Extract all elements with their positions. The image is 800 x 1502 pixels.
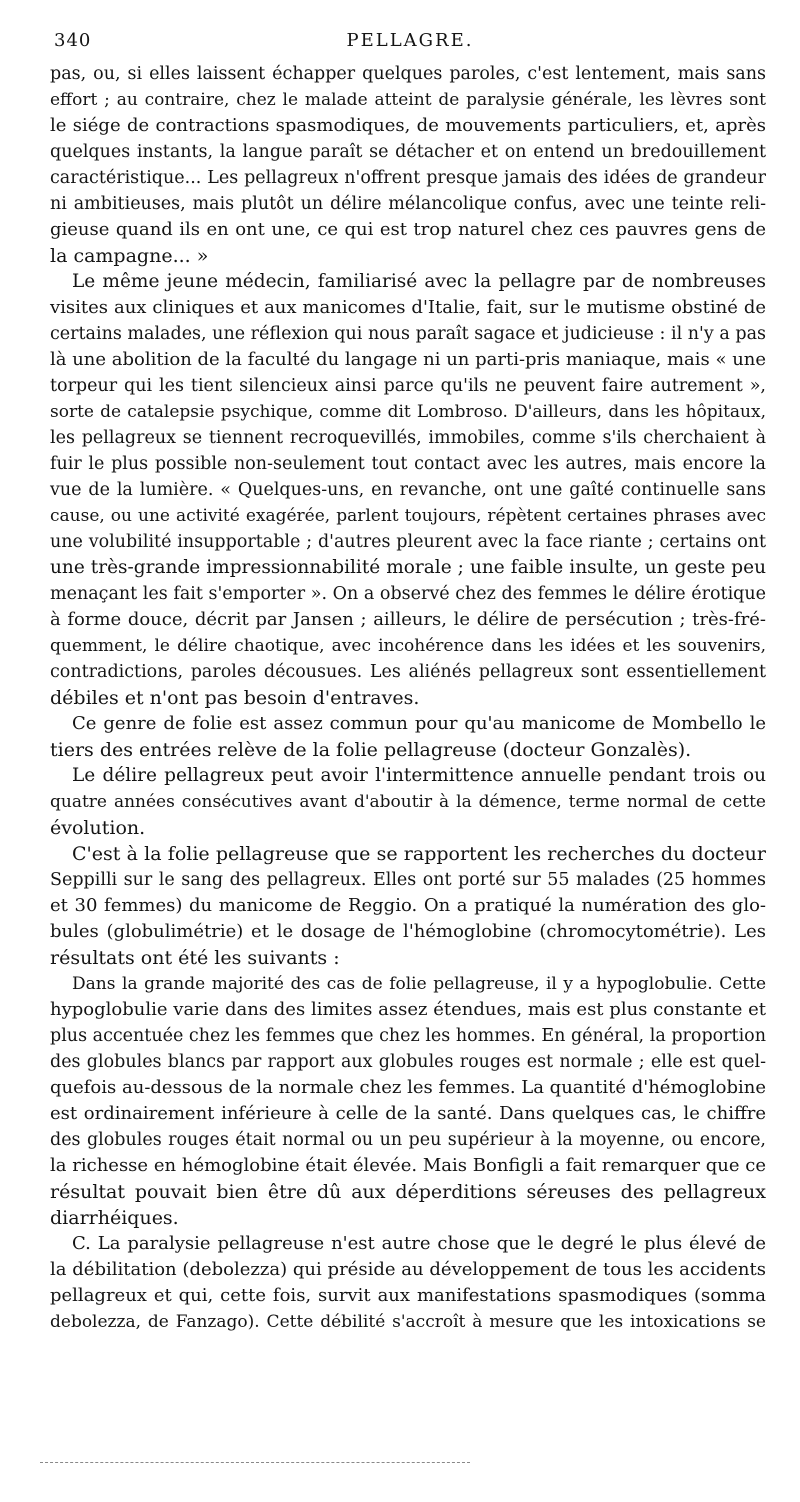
text-line: contradictions, paroles décousues. Les aliénés pellagreux sont essentiellement [50, 662, 766, 682]
text-line: le siége de contractions spasmodiques, de mouvements particuliers, et, après [50, 115, 766, 136]
text-line: Dans la grande majorité des cas de folie pellagreuse, il y a hypoglobulie. Cette [72, 974, 766, 994]
text-line: Ce genre de folie est assez commun pour qu'au manicome de Mombello le [72, 713, 766, 734]
text-line: diarrhéiques. [50, 1207, 179, 1229]
text-line: la campagne... » [50, 245, 209, 267]
text-line: Le même jeune médecin, familiarisé avec la pellagre par de nombreuses [72, 271, 766, 292]
footer-rule [40, 1462, 470, 1463]
text-line: à forme douce, décrit par Jansen ; ailleurs, le délire de persécution ; très-fré- [50, 609, 766, 630]
text-line: hypoglobulie varie dans des limites assez étendues, mais est plus constante et [50, 999, 766, 1020]
text-line: quatre années consécutives avant d'aboutir à la démence, terme normal de cette [50, 792, 766, 812]
text-line: C'est à la folie pellagreuse que se rapportent les recherches du docteur [72, 843, 766, 865]
text-line: certains malades, une réflexion qui nous paraît sagace et judicieuse : il n'y a pas [50, 324, 766, 344]
text-line: et 30 femmes) du manicome de Reggio. On a pratiqué la numération des glo- [50, 895, 766, 916]
text-line: quemment, le délire chaotique, avec incohérence dans les idées et les souvenirs, [50, 636, 766, 656]
text-line: pas, ou, si elles laissent échapper quelques paroles, c'est lentement, mais sans [50, 64, 766, 84]
text-line: Le délire pellagreux peut avoir l'intermittence annuelle pendant trois ou [72, 765, 766, 786]
text-line: caractéristique... Les pellagreux n'offrent presque jamais des idées de grandeur [50, 168, 766, 188]
text-line: plus accentuée chez les femmes que chez les hommes. En général, la proportion [50, 1026, 766, 1046]
text-line: est ordinairement inférieure à celle de la santé. Dans quelques cas, le chiffre [50, 1103, 766, 1124]
text-line: les pellagreux se tiennent recroquevillés, immobiles, comme s'ils cherchaient à [50, 428, 766, 448]
text-line: la richesse en hémoglobine était élevée. Mais Bonfigli a fait remarquer que ce [50, 1155, 766, 1176]
text-line: une volubilité insupportable ; d'autres pleurent avec la face riante ; certains ont [50, 532, 766, 552]
body-text [50, 61, 766, 1335]
text-line: fuir le plus possible non-seulement tout contact avec les autres, mais encore la [50, 454, 766, 474]
text-line: bules (globulimétrie) et le dosage de l'hémoglobine (chromocytométrie). Les [50, 921, 766, 942]
text-line: ni ambitieuses, mais plutôt un délire mélancolique confus, avec une teinte reli- [50, 194, 766, 214]
text-line: débiles et n'ont pas besoin d'entraves. [50, 687, 420, 709]
text-line: résultats ont été les suivants : [50, 947, 340, 969]
text-line: cause, ou une activité exagérée, parlent toujours, répètent certaines phrases avec [50, 506, 766, 526]
text-line: pellagreux et qui, cette fois, survit aux manifestations spasmodiques (somma [50, 1285, 766, 1306]
text-line: debolezza, de Fanzago). Cette débilité s'accroît à mesure que les intoxications se [50, 1312, 766, 1332]
text-line: gieuse quand ils en ont une, ce qui est trop naturel chez ces pauvres gens de [50, 219, 766, 240]
text-line: sorte de catalepsie psychique, comme dit Lombroso. D'ailleurs, dans les hôpitaux, [50, 402, 766, 422]
text-line: effort ; au contraire, chez le malade atteint de paralysie générale, les lèvres sont [50, 90, 766, 110]
text-line: quefois au-dessous de la normale chez les femmes. La quantité d'hémoglobine [50, 1077, 766, 1098]
text-line: là une abolition de la faculté du langage ni un parti-pris maniaque, mais « une [50, 349, 767, 370]
text-line: évolution. [50, 817, 146, 839]
text-line: une très-grande impressionnabilité morale ; une faible insulte, un geste peu [50, 557, 766, 578]
text-line: Seppilli sur le sang des pellagreux. Elles ont porté sur 55 malades (25 hommes [50, 870, 766, 890]
text-line: menaçant les fait s'emporter ». On a observé chez des femmes le délire érotique [50, 584, 766, 604]
text-line: torpeur qui les tient silencieux ainsi parce qu'ils ne peuvent faire autrement », [50, 376, 766, 396]
page-number: 340 [54, 30, 92, 51]
text-line: des globules rouges était normal ou un peu supérieur à la moyenne, ou encore, [50, 1130, 766, 1150]
text-line: C. La paralysie pellagreuse n'est autre chose que le degré le plus élevé de [72, 1233, 766, 1254]
text-line: la débilitation (debolezza) qui préside au développement de tous les accidents [50, 1259, 766, 1280]
running-title: PELLAGRE. [346, 30, 474, 51]
text-line: quelques instants, la langue paraît se détacher et on entend un bredouillement [50, 142, 766, 162]
text-line: visites aux cliniques et aux manicomes d'Italie, fait, sur le mutisme obstiné de [50, 297, 766, 318]
page-header [54, 30, 766, 60]
text-line: des globules blancs par rapport aux globules rouges est normale ; elle est quel- [50, 1052, 766, 1072]
text-line: vue de la lumière. « Quelques-uns, en revanche, ont une gaîté continuelle sans [50, 480, 766, 500]
text-line: tiers des entrées relève de la folie pellagreuse (docteur Gonzalès). [50, 739, 692, 761]
text-line: résultat pouvait bien être dû aux déperditions séreuses des pellagreux [50, 1181, 766, 1203]
